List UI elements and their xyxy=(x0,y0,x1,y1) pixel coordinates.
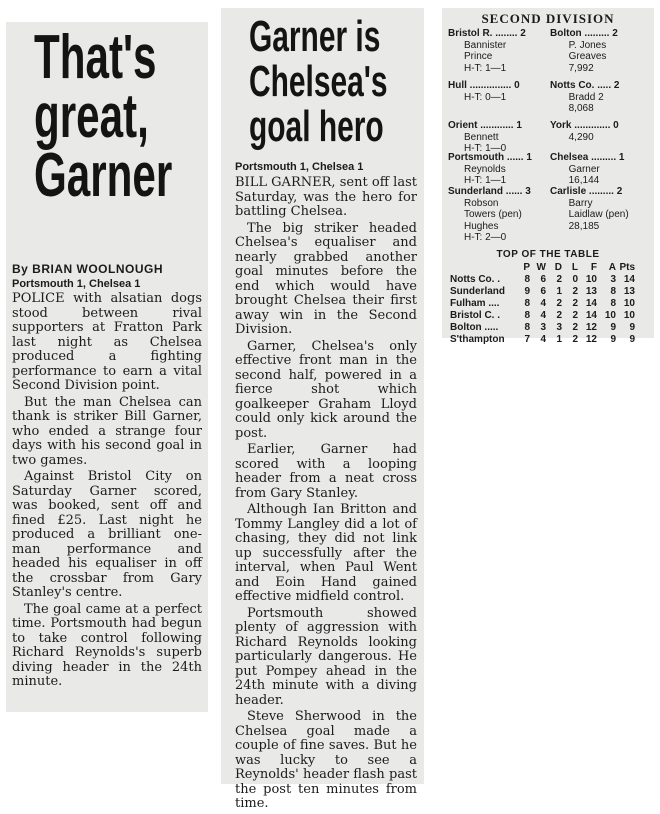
paragraph: The goal came at a perfect time. Portsmouth had begun to take control following Richard Reynolds's superb diving header in the 24th minute. xyxy=(12,601,202,689)
away-entry: Chelsea ......... 1 xyxy=(550,152,625,163)
paragraph: POLICE with alsatian dogs stood between rival supporters at Fratton Park last night as Chelsea produced a fighting performance to earn a vital Second Division point. xyxy=(12,291,202,393)
headline-line: Garner xyxy=(34,141,173,210)
match-result xyxy=(448,120,648,155)
table-row xyxy=(450,322,646,334)
table-cell: 8 xyxy=(524,310,530,321)
table-cell: 12 xyxy=(585,322,597,333)
table-cell: 3 xyxy=(540,322,546,333)
match-result xyxy=(448,152,648,187)
table-header xyxy=(450,262,646,274)
headline-line: Garner is xyxy=(249,12,381,61)
match-line xyxy=(448,40,648,52)
match-line xyxy=(448,80,648,92)
away-entry: 8,068 xyxy=(568,103,594,114)
table-cell: 3 xyxy=(610,274,616,285)
match-result xyxy=(448,186,648,244)
table-cell: 10 xyxy=(623,298,635,309)
table-cell: 7 xyxy=(524,334,530,345)
paragraph: Steve Sherwood in the Chelsea goal made a couple of fine saves. But he was lucky to see a Reynolds' header flash past the post ten minutes from time. xyxy=(235,709,417,811)
paragraph: Against Bristol City on Saturday Garner scored, was booked, sent off and fined £25. Last night he produced a brilliant one-man performance and headed his equaliser in off the crossbar from Gary Stanley's centre. xyxy=(12,469,202,600)
byline: By BRIAN WOOLNOUGH xyxy=(12,262,163,276)
home-entry: Bennett xyxy=(464,131,499,143)
match-line xyxy=(448,92,648,104)
table-cell: 8 xyxy=(524,274,530,285)
table-row xyxy=(450,298,646,310)
match-line xyxy=(448,132,648,144)
table-cell: 2 xyxy=(572,286,578,297)
team-name: S'thampton xyxy=(450,334,505,345)
team-name: Fulham .... xyxy=(450,298,500,309)
home-entry: Hughes xyxy=(464,220,499,232)
table-cell: 10 xyxy=(604,310,616,321)
table-cell: 2 xyxy=(556,310,562,321)
home-entry: Prince xyxy=(464,51,493,62)
away-entry: Carlisle ......... 2 xyxy=(550,186,623,197)
table-cell: 9 xyxy=(610,322,616,333)
match-line xyxy=(448,175,648,187)
away-entry: Greaves xyxy=(568,51,607,62)
headline xyxy=(249,14,388,149)
paragraph: BILL GARNER, sent off last Saturday, was the hero for battling Chelsea. xyxy=(235,175,417,219)
table-cell: 9 xyxy=(610,334,616,345)
table-row xyxy=(450,334,646,346)
match-line xyxy=(448,186,648,198)
match-line xyxy=(448,103,648,115)
column-header: L xyxy=(571,262,578,273)
home-entry: Hull ............... 0 xyxy=(448,80,520,91)
headline-line: goal hero xyxy=(249,102,384,151)
newspaper-clipping-left xyxy=(6,22,208,712)
home-entry: Orient ............ 1 xyxy=(448,120,522,131)
results-clipping xyxy=(442,8,654,345)
headline-line: great, xyxy=(34,82,149,151)
home-entry: H-T: 1—1 xyxy=(464,175,507,186)
match-line xyxy=(448,152,648,164)
table-cell: 14 xyxy=(585,310,597,321)
away-entry xyxy=(547,232,648,244)
table-cell: 4 xyxy=(540,334,546,345)
league-table xyxy=(450,262,646,346)
team-name: Notts Co. . xyxy=(450,274,500,285)
table-cell: 4 xyxy=(540,298,546,309)
home-entry: Portsmouth ...... 1 xyxy=(448,152,532,163)
away-entry: P. Jones xyxy=(568,39,607,51)
table-cell: 13 xyxy=(623,286,635,297)
home-entry: Robson xyxy=(464,197,499,209)
match-line xyxy=(448,221,648,233)
match-line xyxy=(448,209,648,221)
table-cell: 2 xyxy=(572,322,578,333)
scoreline: Portsmouth 1, Chelsea 1 xyxy=(235,161,364,173)
table-cell: 12 xyxy=(585,334,597,345)
match-result xyxy=(448,80,648,115)
table-cell: 9 xyxy=(524,286,530,297)
team-name: Sunderland xyxy=(450,286,506,297)
match-line xyxy=(448,120,648,132)
table-cell: 9 xyxy=(629,322,635,333)
newspaper-clipping-middle xyxy=(221,8,424,811)
column-header: W xyxy=(536,262,546,273)
table-cell: 10 xyxy=(585,274,597,285)
table-cell: 8 xyxy=(610,286,616,297)
column-header xyxy=(450,262,514,274)
away-entry: York ............. 0 xyxy=(550,120,619,131)
team-name: Bristol C. . xyxy=(450,310,501,321)
home-entry xyxy=(448,103,547,115)
table-cell: 2 xyxy=(556,274,562,285)
match-result xyxy=(448,28,648,74)
table-row xyxy=(450,310,646,322)
headline xyxy=(34,23,173,210)
home-entry: Sunderland ...... 3 xyxy=(448,186,531,197)
away-entry: Bolton ......... 2 xyxy=(550,28,618,39)
away-entry: Notts Co. ..... 2 xyxy=(550,80,620,91)
match-line xyxy=(448,51,648,63)
division-title: SECOND DIVISION xyxy=(481,11,615,26)
table-cell: 14 xyxy=(623,274,635,285)
paragraph: Garner, Chelsea's only effective front man in the second half, powered in a fierce shot which goalkeeper Graham Lloyd could only kick around the post. xyxy=(235,338,417,441)
table-row xyxy=(450,286,646,298)
table-cell: 9 xyxy=(629,334,635,345)
away-entry: 16,144 xyxy=(568,175,600,186)
home-entry: Reynolds xyxy=(464,163,506,175)
paragraph: Portsmouth showed plenty of aggression with Richard Reynolds looking particularly dangerous. He put Pompey ahead in the 24th minute with a diving header. xyxy=(235,605,417,708)
column-header: A xyxy=(608,262,616,273)
away-entry: 28,185 xyxy=(568,220,600,232)
away-entry: Laidlaw (pen) xyxy=(568,209,629,220)
column-header: F xyxy=(590,262,597,273)
headline-line: Chelsea's xyxy=(249,57,388,106)
away-entry: Garner xyxy=(568,163,600,175)
table-cell: 2 xyxy=(572,334,578,345)
article-body xyxy=(235,176,417,814)
column-header: P xyxy=(523,262,530,273)
table-cell: 10 xyxy=(623,310,635,321)
away-entry: 4,290 xyxy=(568,131,594,143)
table-cell: 14 xyxy=(585,298,597,309)
match-line xyxy=(448,164,648,176)
table-cell: 6 xyxy=(540,274,546,285)
table-cell: 2 xyxy=(556,298,562,309)
home-entry: Bannister xyxy=(464,39,507,51)
column-header: D xyxy=(554,262,562,273)
table-cell: 1 xyxy=(556,286,562,297)
team-name: Bolton ..... xyxy=(450,322,499,333)
table-cell: 8 xyxy=(610,298,616,309)
table-cell: 0 xyxy=(572,274,578,285)
table-cell: 8 xyxy=(524,298,530,309)
home-entry: Towers (pen) xyxy=(464,209,522,220)
away-entry: 7,992 xyxy=(568,62,594,74)
table-cell: 1 xyxy=(556,334,562,345)
table-cell: 8 xyxy=(524,322,530,333)
home-entry: H-T: 2—0 xyxy=(464,232,507,243)
home-entry: H-T: 0—1 xyxy=(464,91,507,103)
paragraph: Although Ian Britton and Tommy Langley did a lot of chasing, they did not link up successfully after the interval, when Paul Went and Eoin Hand gained effective midfield control. xyxy=(235,502,417,604)
table-cell: 2 xyxy=(572,310,578,321)
table-cell: 2 xyxy=(572,298,578,309)
table-cell: 6 xyxy=(540,286,546,297)
match-line xyxy=(448,63,648,75)
table-cell: 3 xyxy=(556,322,562,333)
away-entry: Bradd 2 xyxy=(568,91,604,103)
home-entry: H-T: 1—0 xyxy=(464,143,507,154)
paragraph: The big striker headed Chelsea's equaliser and nearly grabbed another goal minutes before the end which would have brought Chelsea their first away win in the Second Division. xyxy=(235,220,417,337)
home-entry: Bristol R. ........ 2 xyxy=(448,28,526,39)
scoreline: Portsmouth 1, Chelsea 1 xyxy=(12,278,141,290)
table-cell: 4 xyxy=(540,310,546,321)
headline-line: That's xyxy=(34,23,157,92)
column-header: Pts xyxy=(619,262,635,273)
away-entry: Barry xyxy=(568,197,593,209)
match-line xyxy=(448,28,648,40)
league-table-title: TOP OF THE TABLE xyxy=(496,249,600,260)
home-entry: H-T: 1—1 xyxy=(464,62,507,74)
paragraph: Earlier, Garner had scored with a looping header from a neat cross from Gary Stanley. xyxy=(235,442,417,501)
article-body xyxy=(12,292,202,692)
table-cell: 13 xyxy=(585,286,597,297)
match-line xyxy=(448,198,648,210)
paragraph: But the man Chelsea can thank is striker Bill Garner, who ended a strange four days with his second goal in two games. xyxy=(12,394,202,468)
table-row xyxy=(450,274,646,286)
match-line xyxy=(448,232,648,244)
